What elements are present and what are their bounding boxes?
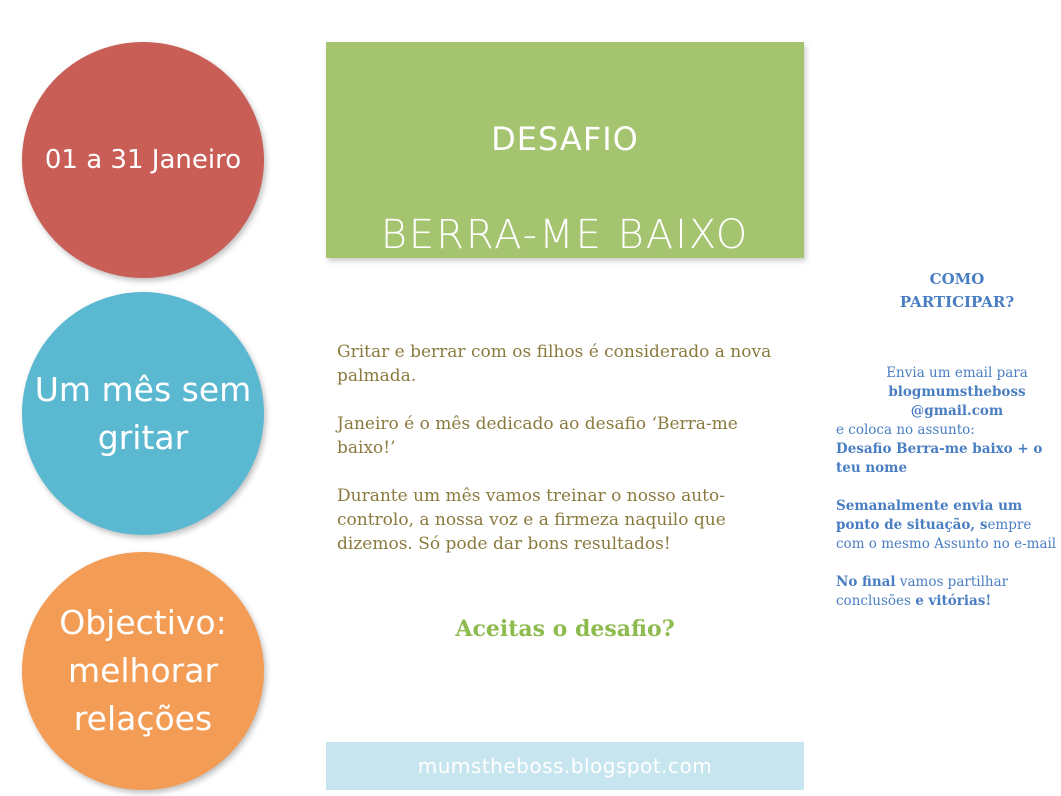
participation-title-1: COMO <box>929 270 985 288</box>
dates-circle <box>22 42 264 278</box>
goal-circle <box>22 552 264 790</box>
description <box>337 340 787 580</box>
email-line-2[interactable]: @gmail.com <box>910 403 1004 419</box>
month-circle <box>22 292 264 535</box>
subject-intro: e coloca no assunto: <box>836 422 975 438</box>
description-p1: Gritar e berrar com os filhos é considerado a nova palmada. <box>337 342 772 386</box>
goal-line-1: Objectivo: <box>59 603 227 642</box>
header-subtitle: BERRA-ME BAIXO <box>380 212 750 258</box>
goal-line-3: relações <box>73 699 213 738</box>
final-bold-2: e vitórias! <box>915 593 992 609</box>
final-note <box>836 573 1058 611</box>
final-bold: No final <box>836 574 896 590</box>
send-intro: Envia um email para <box>886 365 1028 381</box>
challenge-header <box>326 42 804 258</box>
weekly-rest: empre com o mesmo Assunto no e-mail <box>836 517 1057 552</box>
dates-text: 01 a 31 Janeiro <box>44 145 242 175</box>
month-line-1: Um mês sem <box>34 369 252 409</box>
description-p3: Durante um mês vamos treinar o nosso auto-controlo, a nossa voz e a firmeza naquilo que dizemos. Só pode dar bons resultados! <box>337 486 726 554</box>
participation-title-2: PARTICIPAR? <box>899 293 1015 311</box>
participation-panel <box>836 268 1058 611</box>
blog-url[interactable]: mumstheboss.blogspot.com <box>417 754 713 778</box>
weekly-instruction <box>836 497 1058 554</box>
header-title: DESAFIO <box>491 120 639 158</box>
accept-question: Aceitas o desafio? <box>455 616 675 642</box>
blog-url-banner[interactable] <box>326 742 804 790</box>
goal-line-2: melhorar <box>67 651 219 690</box>
month-line-2: gritar <box>97 417 189 457</box>
subject-text: Desafio Berra-me baixo + o teu nome <box>836 441 1043 476</box>
description-p2: Janeiro é o mês dedicado ao desafio ‘Berra-me baixo!’ <box>337 414 738 458</box>
weekly-bold: Semanalmente envia um ponto de situação, s <box>836 498 1023 533</box>
email-line-1[interactable]: blogmumstheboss <box>888 384 1026 400</box>
participation-title <box>836 268 1058 314</box>
final-mid: vamos partilhar conclusões <box>836 574 1009 609</box>
